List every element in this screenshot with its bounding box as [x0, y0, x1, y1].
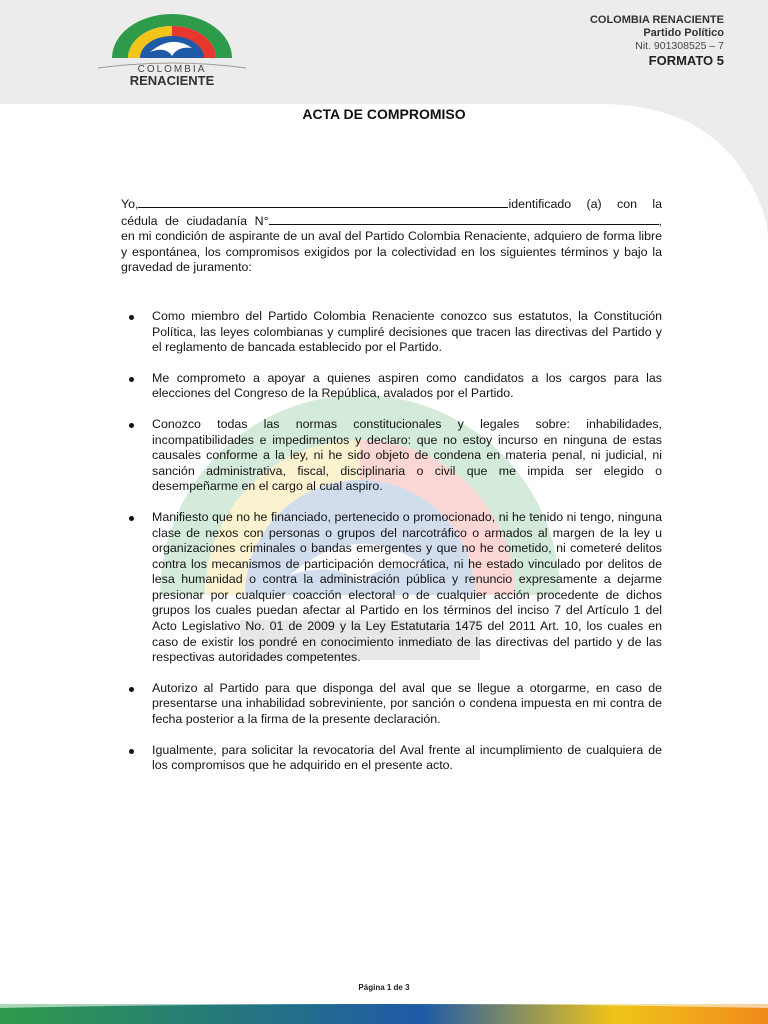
list-item	[121, 417, 662, 495]
list-item	[121, 371, 662, 402]
party-logo	[88, 8, 256, 90]
organization-name: COLOMBIA RENACIENTE	[589, 14, 724, 26]
commitments-list	[121, 309, 662, 774]
bullet-icon	[129, 423, 134, 428]
organization-type: Partido Político	[643, 27, 724, 39]
list-item	[121, 309, 662, 356]
list-item	[121, 681, 662, 728]
commitment-text: Conozco todas las normas constitucionales y legales sobre: inhabilidades, incompatibilidades e impedimentos y declaro: que no estoy incurso en ninguna de estas causales conforme a la ley, ni he sido objeto de condena en materia penal, ni judicial, ni sanción administrativa, fiscal, disciplinaria o civil que me impida ser elegido o desempeñarme en el cargo al cual aspiro.	[152, 416, 662, 494]
commitment-text: Igualmente, para solicitar la revocatoria del Aval frente al incumplimiento de cualquiera de los compromisos que he adquirido en el presente acto.	[152, 742, 662, 773]
bullet-icon	[129, 315, 134, 320]
commitment-text: Me comprometo a apoyar a quienes aspiren como candidatos a los cargos para las elecciones del Congreso de la República, avalados por el Partido.	[152, 370, 662, 401]
page-number: Página 1 de 3	[358, 983, 410, 992]
logo-text-line1: COLOMBIA	[137, 64, 207, 75]
organization-nit: Nit. 901308525 – 7	[635, 40, 724, 52]
document-title: ACTA DE COMPROMISO	[302, 106, 466, 122]
bullet-icon	[129, 377, 134, 382]
document-body	[121, 196, 662, 789]
intro-prefix: Yo,	[121, 197, 139, 211]
organization-info	[464, 14, 724, 67]
footer-color-bar	[0, 1004, 768, 1024]
id-number-blank-field[interactable]	[269, 213, 659, 225]
intro-paragraph	[121, 196, 662, 276]
intro-id-text: identificado (a) con la cédula de ciudadanía N°	[121, 197, 662, 228]
commitment-text: Autorizo al Partido para que disponga del aval que se llegue a otorgarme, en caso de presentarse una inhabilidad sobreviniente, por sanción o condena impuesta en mi contra de fecha posterior a la firma de la presente declaración.	[152, 680, 662, 727]
commitment-text: Como miembro del Partido Colombia Renaciente conozco sus estatutos, la Constitución Política, las leyes colombianas y cumpliré decisiones que tracen las directivas del Partido y el reglamento de bancada establecido por el Partido.	[152, 308, 662, 355]
intro-rest-text: , en mi condición de aspirante de un aval del Partido Colombia Renaciente, adquiero de forma libre y espontánea, los compromisos exigidos por la colectividad en los siguientes términos y bajo la gravedad de juramento:	[121, 213, 662, 275]
list-item	[121, 743, 662, 774]
bullet-icon	[129, 687, 134, 692]
logo-text-line2: RENACIENTE	[129, 73, 215, 88]
bullet-icon	[129, 516, 134, 521]
list-item	[121, 510, 662, 666]
format-label: FORMATO 5	[648, 53, 724, 68]
commitment-text: Manifiesto que no he financiado, pertenecido o promocionado, ni he tenido ni tengo, ninguna clase de nexos con personas o grupos del narcotráfico o armados al margen de la ley u organizaciones criminales o bandas emergentes y que no he cometido, ni cometeré delitos contra los mecanismos de participación democrática, ni he estado vinculado por delitos de lesa humanidad o contra la administración pública y renuncio expresamente a dejarme presionar por cualquier coacción electoral o de cualquier acción procedente de dichos grupos los cuales puedan afectar al Partido en los términos del inciso 7 del Artículo 1 del Acto Legislativo No. 01 de 2009 y la Ley Estatutaria 1475 del 2011 Art. 10, los cuales en caso de existir los pondré en conocimiento inmediato de las directivas del partido y de las respectivas autoridades competentes.	[152, 509, 662, 665]
name-blank-field[interactable]	[138, 196, 508, 208]
bullet-icon	[129, 749, 134, 754]
